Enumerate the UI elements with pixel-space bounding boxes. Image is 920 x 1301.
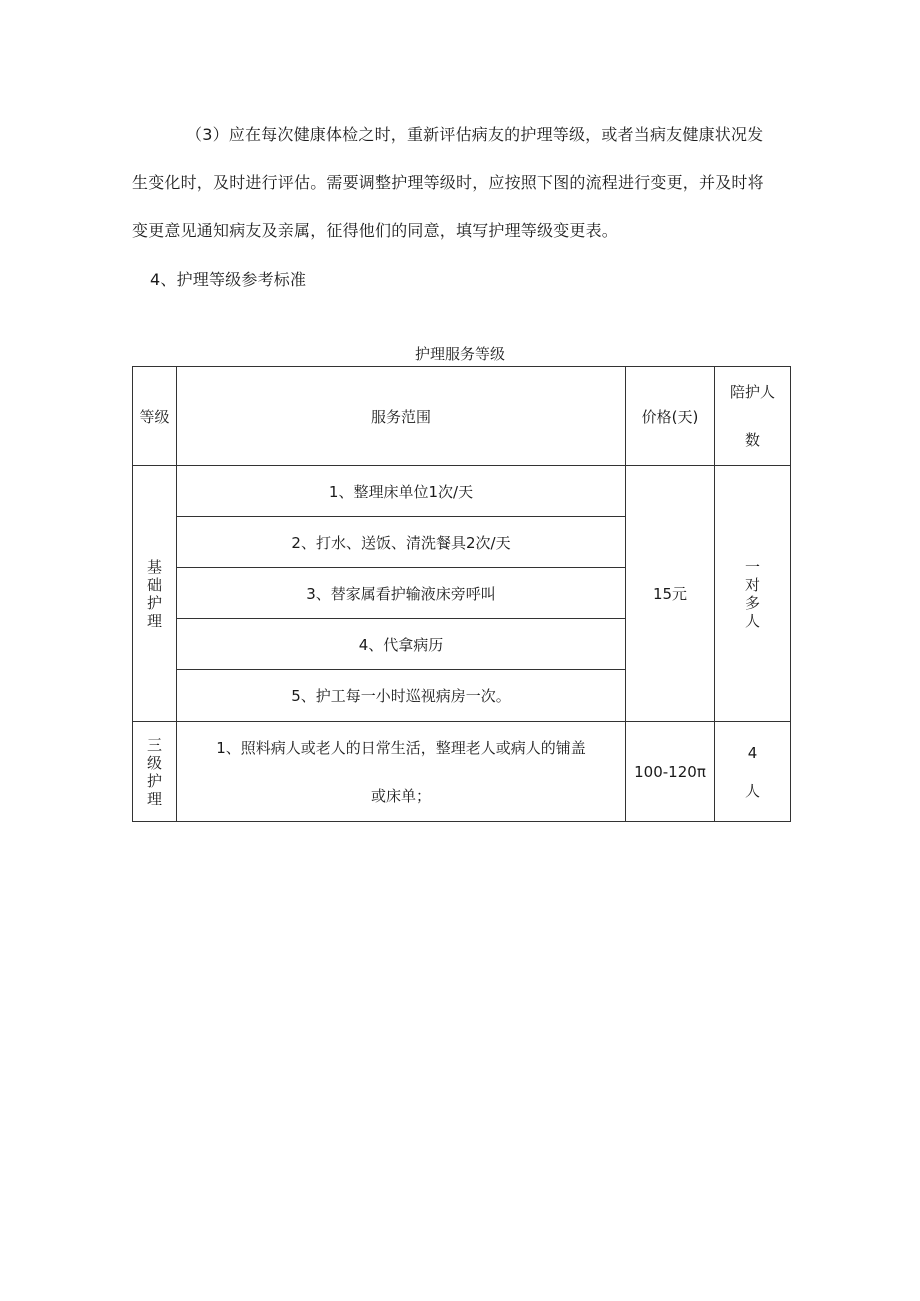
header-grade: 等级 bbox=[133, 367, 177, 466]
table-row bbox=[133, 466, 791, 517]
nursing-grade-table bbox=[132, 366, 791, 822]
intro-line-1: （3）应在每次健康体检之时，重新评估病友的护理等级，或者当病友健康状况发 bbox=[186, 125, 764, 144]
level3-grade-cell bbox=[133, 722, 177, 822]
level3-staff-cell bbox=[715, 722, 791, 822]
basic-item-1: 1、整理床单位1次/天 bbox=[177, 466, 626, 517]
basic-grade-label: 基础护理 bbox=[146, 557, 162, 630]
basic-price: 15元 bbox=[626, 466, 715, 722]
level3-item-cell bbox=[177, 722, 626, 822]
intro-line-3: 变更意见通知病友及亲属，征得他们的同意，填写护理等级变更表。 bbox=[132, 221, 619, 240]
basic-staff-cell bbox=[715, 466, 791, 722]
header-staff-line2: 数 bbox=[744, 431, 760, 449]
section-heading: 4、护理等级参考标准 bbox=[150, 270, 307, 289]
basic-item-5: 5、护工每一小时巡视病房一次。 bbox=[177, 670, 626, 722]
level3-staff-unit: 人 bbox=[744, 781, 760, 800]
basic-item-2: 2、打水、送饭、清洗餐具2次/天 bbox=[177, 517, 626, 568]
level3-grade-label: 三级护理 bbox=[146, 735, 162, 808]
level3-item-line1: 1、照料病人或老人的日常生活，整理老人或病人的铺盖 bbox=[216, 738, 586, 757]
level3-price: 100-120π bbox=[626, 722, 715, 822]
header-row bbox=[133, 367, 791, 466]
header-staff bbox=[715, 367, 791, 466]
header-scope: 服务范围 bbox=[177, 367, 626, 466]
basic-staff-label: 一对多人 bbox=[744, 557, 760, 630]
basic-grade-cell bbox=[133, 466, 177, 722]
table-caption: 护理服务等级 bbox=[414, 345, 505, 363]
header-price: 价格(天) bbox=[626, 367, 715, 466]
basic-item-3: 3、替家属看护输液床旁呼叫 bbox=[177, 568, 626, 619]
header-staff-line1: 陪护人 bbox=[729, 383, 775, 401]
level3-staff-num: 4 bbox=[747, 743, 758, 762]
intro-line-2: 生变化时，及时进行评估。需要调整护理等级时，应按照下图的流程进行变更，并及时将 bbox=[132, 173, 764, 192]
basic-item-4: 4、代拿病历 bbox=[177, 619, 626, 670]
table-row bbox=[133, 722, 791, 822]
level3-item-line2: 或床单； bbox=[370, 786, 431, 805]
